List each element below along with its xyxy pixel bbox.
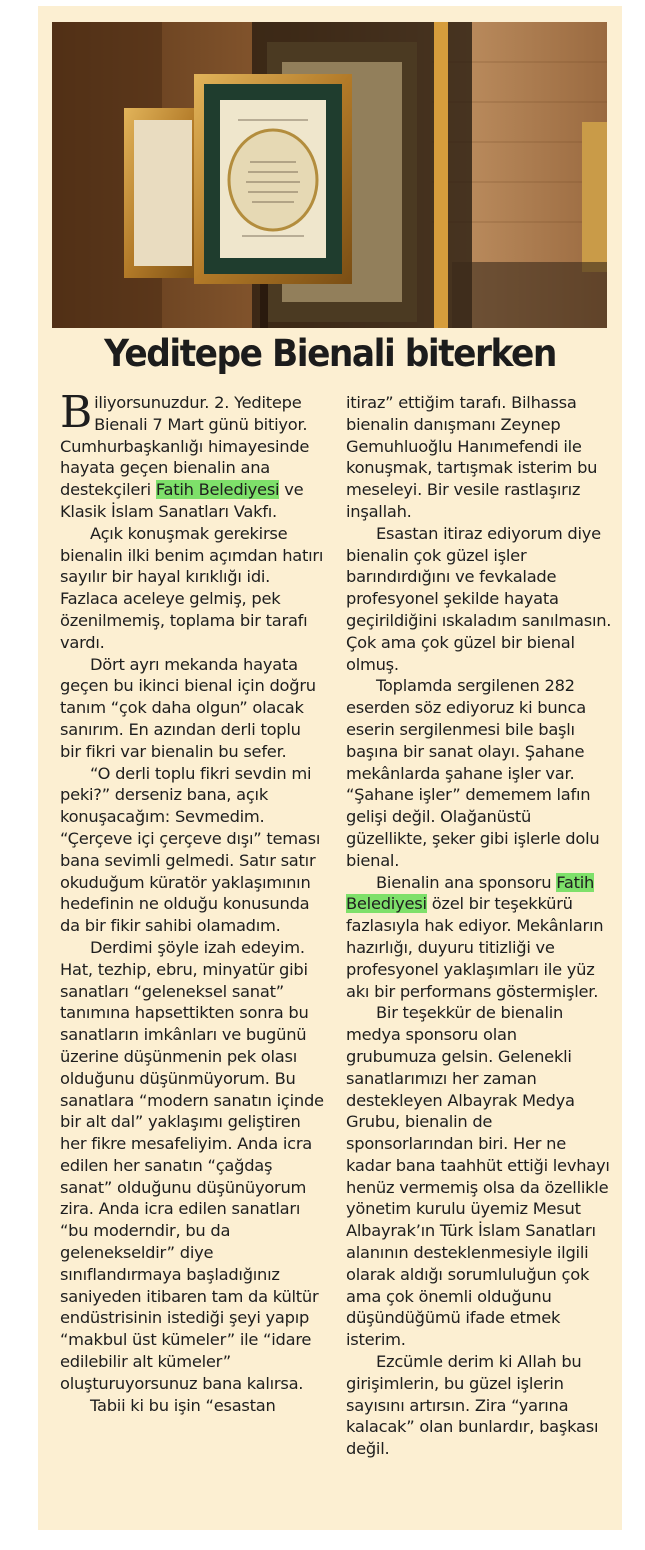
paragraph: Tabii ki bu işin “esastan xyxy=(90,1395,276,1415)
paragraph: Esastan itiraz ediyorum diye bienalin çok güzel işler barındırdığını ve fevkalade profesyonel şekilde hayata geçirildiğini ıskaladım sanılmasın. Çok ama çok güzel bir bienal olmuş. xyxy=(346,523,612,674)
paragraph: Ezcümle derim ki Allah bu girişimlerin, bu güzel işlerin sayısını artırsın. Zira “yarına kalacak” olan bunlardır, başkası değil. xyxy=(346,1352,599,1459)
paragraph: Dört ayrı mekanda hayata geçen bu ikinci bienal için doğru tanım “çok daha olgun” olacak sanırım. En azından derli toplu bir fikri var bienalin bu sefer. xyxy=(60,654,316,761)
paragraph: Bienalin ana sponsoru Fatih Belediyesi özel bir teşekkürü fazlasıyla hak ediyor. Mekânların hazırlığı, duyuru titizliği ve profesyonel yaklaşımları ile yüz akı bir performans göstermişler. xyxy=(346,872,604,1001)
headline: Yeditepe Bienali biterken xyxy=(104,332,556,375)
paragraph: “O derli toplu fikri sevdin mi peki?” derseniz bana, açık konuşacağım: Sevmedim. “Çerçeve içi çerçeve dışı” teması bana sevimli gelmedi. Satır satır okuduğum küratör yaklaşımının hedefinin ne olduğu konusunda da bir fikir sahibi olamadım. xyxy=(60,763,321,936)
paragraph: Toplamda sergilenen 282 eserden söz ediyoruz ki bunca eserin sergilenmesi bile başlı başına bir sanat olayı. Şahane mekânlarda şahane işler var. “Şahane işler” dememem lafın gelişi değil. Olağanüstü güzellikte, şeker gibi işlerle dolu bienal. xyxy=(346,676,600,870)
highlighted-text: Fatih Belediyesi xyxy=(155,480,280,500)
calligraphy-photo xyxy=(52,22,607,328)
highlighted-text: Fatih xyxy=(556,872,595,892)
paragraph: Derdimi şöyle izah edeyim. Hat, tezhip, ebru, minyatür gibi sanatları “geleneksel sanat” tanımına hapsettikten sonra bu sanatların imkânları ve bugünü üzerine düşünmenin pek olası olduğunu düşünmüyorum. Bu sanatlara “modern sanatın içinde bir alt dal” yaklaşımı geliştiren her fikre mesafeliyim. Anda icra edilen her sanatın “çağdaş sanat” olduğunu düşünüyorum zira. Anda icra edilen sanatları “bu moderndir, bu da gelenekseldir” diye sınıflandırmaya başladığınız saniyeden itibaren tam da kültür endüstrisinin istediği şeyi yapıp “makbul üst kümeler” ile “idare edilebilir alt kümeler” oluşturuyorsunuz bana kalırsa. xyxy=(60,937,324,1393)
paragraph: Bir teşekkür de bienalin medya sponsoru olan grubumuza gelsin. Gelenekli sanatlarımızı her zaman destekleyen Albayrak Medya Grubu, bienalin de sponsorlarından biri. Her ne kadar bana taahhüt ettiği levhayı henüz vermemiş olsa da özellikle yönetim kurulu üyemiz Mesut Albayrak’ın Türk İslam Sanatları alanının desteklenmesiyle ilgili olarak aldığı sorumluluğun çok ama çok önemli olduğunu düşündüğümü ifade etmek isterim. xyxy=(346,1003,610,1350)
article-column-left xyxy=(60,387,326,1416)
calligraphy-exhibition-illustration xyxy=(52,22,607,328)
paragraph: Biliyorsunuzdur. 2. Yeditepe Bienali 7 Mart günü bitiyor. Cumhurbaşkanlığı himayesinde hayata geçen bienalin ana destekçileri Fatih Belediyesi ve Klasik İslam Sanatları Vakfı. xyxy=(60,387,310,521)
paragraph: Açık konuşmak gerekirse bienalin ilki benim açımdan hatırı sayılır bir hayal kırıklığı idi. Fazlaca aceleye gelmiş, pek özenilmemiş, toplama bir tarafı vardı. xyxy=(60,523,324,652)
highlighted-text: Belediyesi xyxy=(346,894,427,914)
paragraph: itiraz” ettiğim tarafı. Bilhassa bienalin danışmanı Zeynep Gemuhluoğlu Hanımefendi ile konuşmak, tartışmak isterim bu meseleyi. Bir vesile rastlaşırız inşallah. xyxy=(346,393,598,521)
article-column-right xyxy=(346,392,612,1460)
drop-cap: B xyxy=(60,387,93,438)
